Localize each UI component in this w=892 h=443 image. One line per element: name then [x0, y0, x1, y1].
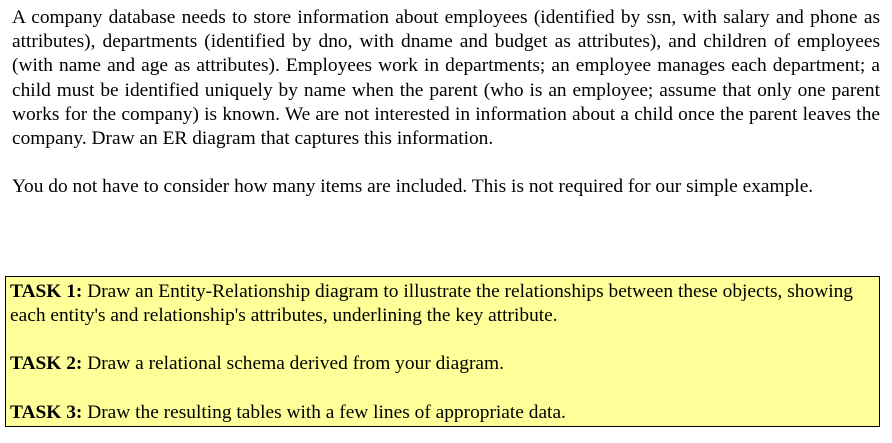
task-3-label: TASK 3: — [10, 401, 83, 423]
task-2-text: Draw a relational schema derived from your diagram. — [82, 353, 504, 375]
task-list-box — [5, 276, 880, 427]
task-1 — [10, 280, 879, 328]
task-1-text: Draw an Entity-Relationship diagram to illustrate the relationships between these objects, showing each entity's and relationship's attributes, underlining the key attribute. — [10, 281, 853, 327]
task-3 — [10, 401, 879, 425]
task-2-label: TASK 2: — [10, 353, 83, 375]
task-1-label: TASK 1: — [10, 281, 83, 302]
scope-note-paragraph: You do not have to consider how many items are included. This is not required for our simple example. — [12, 176, 814, 198]
assignment-document — [12, 6, 880, 199]
problem-description-paragraph: A company database needs to store information about employees (identified by ssn, with salary and phone as attributes), departments (identified by dno, with dname and budget as attributes), and children of employees (with name and age as attributes). Employees work in departments; an employee manages each department; a child must be identified uniquely by name when the parent (who is an employee; assume that only one parent works for the company) is known. We are not interested in information about a child once the parent leaves the company. Draw an ER diagram that captures this information. — [12, 7, 880, 150]
task-2 — [10, 352, 879, 376]
task-3-text: Draw the resulting tables with a few lines of appropriate data. — [82, 401, 566, 423]
